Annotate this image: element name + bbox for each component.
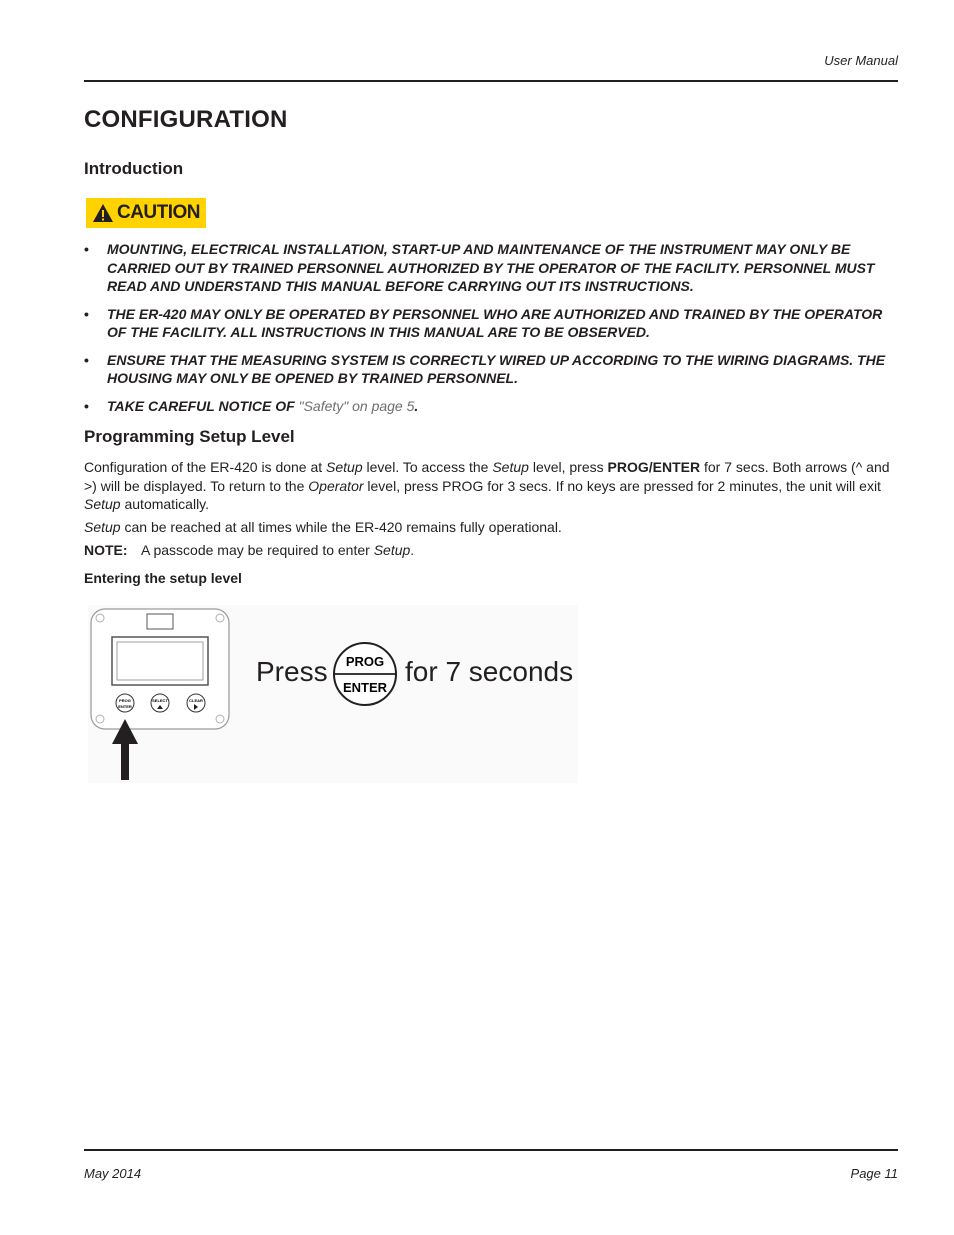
warning-triangle-icon xyxy=(92,203,114,223)
text-run: Setup xyxy=(373,542,411,558)
text-run: Setup xyxy=(84,519,121,535)
device-key-clear-label: CLEAR xyxy=(189,698,203,703)
press-prog-enter-figure xyxy=(88,605,578,783)
press-text: Press xyxy=(256,656,328,687)
text-run: A passcode may be required to enter xyxy=(141,542,374,558)
text-run: automatically. xyxy=(120,496,210,512)
caution-bullet: • MOUNTING, ELECTRICAL INSTALLATION, START-UP AND MAINTENANCE OF THE INSTRUMENT MAY ONLY BE CARRIED OUT BY TRAINED PERSONNEL AUTHORIZED BY THE OPERATOR OF THE FACILITY. PERSONNEL MUST READ AND UNDERSTAND THIS MANUAL BEFORE CARRYING OUT ITS INSTRUCTIONS. xyxy=(84,240,898,296)
text-run: . xyxy=(410,542,415,558)
introduction-heading: Introduction xyxy=(84,159,184,178)
caution-label xyxy=(86,198,206,228)
text-run: level, press xyxy=(528,459,608,475)
caution-text: CAUTION xyxy=(116,202,201,223)
footer-date: May 2014 xyxy=(84,1166,142,1181)
device-key-enter-label: ENTER xyxy=(118,704,132,709)
text-run: Setup xyxy=(492,459,529,475)
safety-page-link[interactable]: "Safety" on page 5 xyxy=(298,397,415,414)
key-enter-label: ENTER xyxy=(342,680,388,695)
text-run: level. To access the xyxy=(362,459,493,475)
text-run: PROG/ENTER xyxy=(607,459,701,475)
footer-rule xyxy=(84,1149,898,1151)
caution-bullet xyxy=(84,397,898,416)
note-label: NOTE: xyxy=(84,542,128,558)
text-run: can be reached at all times while the ER-420 remains fully operational. xyxy=(120,519,562,535)
footer-page-number: Page 11 xyxy=(850,1166,898,1181)
running-header: User Manual xyxy=(824,53,898,68)
header-rule xyxy=(84,80,898,82)
programming-heading: Programming Setup Level xyxy=(84,427,295,446)
seconds-text: for 7 seconds xyxy=(405,656,574,687)
caution-bullet: • THE ER-420 MAY ONLY BE OPERATED BY PERSONNEL WHO ARE AUTHORIZED AND TRAINED BY THE OPERATOR OF THE FACILITY. ALL INSTRUCTIONS IN THIS MANUAL ARE TO BE OBSERVED. xyxy=(84,305,898,342)
passcode-note xyxy=(84,541,898,560)
text-run: level, press PROG for 3 secs. If no keys are pressed for 2 minutes, the unit will exit xyxy=(363,477,881,494)
section-title: CONFIGURATION xyxy=(84,106,288,133)
text-run: Setup xyxy=(326,459,363,475)
prog-enter-key-icon xyxy=(334,643,396,705)
caution-bullet-list xyxy=(84,240,898,424)
text-run: Setup xyxy=(84,496,121,512)
text-run: Configuration of the ER-420 is done at xyxy=(84,459,327,475)
bullet-suffix: . xyxy=(414,397,419,414)
setup-availability-paragraph xyxy=(84,518,898,537)
text-run: for 7 secs. Both arrows (^ and >) will be displayed. To return to the xyxy=(84,459,890,494)
device-key-select-label: SELECT xyxy=(152,698,168,703)
setup-access-paragraph xyxy=(84,458,898,514)
text-run: Operator xyxy=(308,477,364,494)
key-prog-label: PROG xyxy=(345,654,385,669)
device-key-prog-label: PROG xyxy=(119,698,131,703)
caution-bullet: • ENSURE THAT THE MEASURING SYSTEM IS CORRECTLY WIRED UP ACCORDING TO THE WIRING DIAGRAMS. THE HOUSING MAY ONLY BE OPENED BY TRAINED PERSONNEL. xyxy=(84,351,898,388)
bullet-prefix: TAKE CAREFUL NOTICE OF xyxy=(107,397,299,414)
setup-level-subheading: Entering the setup level xyxy=(84,570,242,586)
